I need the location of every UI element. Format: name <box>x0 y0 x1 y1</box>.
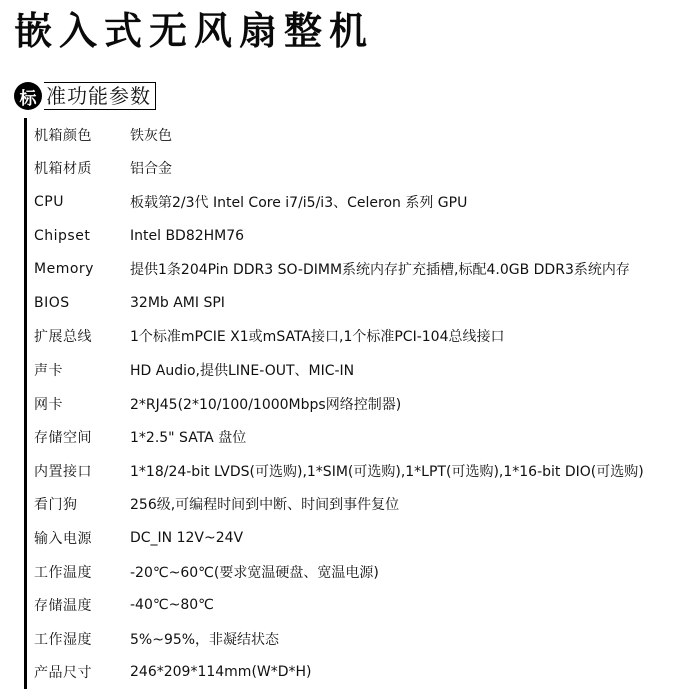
spec-value: 铁灰色 <box>130 127 172 144</box>
spec-table <box>24 118 674 689</box>
spec-key: 看门狗 <box>34 497 78 514</box>
spec-row <box>24 252 674 286</box>
spec-key: 内置接口 <box>34 463 92 480</box>
spec-value: 铝合金 <box>130 161 172 178</box>
spec-row <box>24 152 674 186</box>
spec-value: 板载第2/3代 Intel Core i7/i5/i3、Celeron 系列 GPU <box>130 194 468 211</box>
spec-row <box>24 588 674 622</box>
spec-key: 工作湿度 <box>34 631 92 648</box>
spec-row <box>24 555 674 589</box>
spec-key: 声卡 <box>34 362 63 379</box>
spec-value: 1*18/24-bit LVDS(可选购),1*SIM(可选购),1*LPT(可选购),1*16-bit DIO(可选购) <box>130 463 644 480</box>
spec-value: 246*209*114mm(W*D*H) <box>130 664 312 681</box>
spec-row <box>24 353 674 387</box>
spec-value: 2*RJ45(2*10/100/1000Mbps网络控制器) <box>130 396 402 413</box>
spec-value: 提供1条204Pin DDR3 SO-DIMM系统内存扩充插槽,标配4.0GB DDR3系统内存 <box>130 262 630 279</box>
page-title: 嵌入式无风扇整机 <box>14 8 375 53</box>
spec-row <box>24 387 674 421</box>
section-header <box>14 80 156 112</box>
spec-row <box>24 118 674 152</box>
spec-row <box>24 656 674 690</box>
spec-key: Chipset <box>34 227 91 244</box>
spec-row <box>24 320 674 354</box>
spec-key: CPU <box>34 193 64 210</box>
spec-value: 1个标准mPCIE X1或mSATA接口,1个标准PCI-104总线接口 <box>130 329 505 346</box>
spec-key: 产品尺寸 <box>34 665 92 682</box>
spec-key: 扩展总线 <box>34 329 92 346</box>
section-label: 准功能参数 <box>44 82 156 110</box>
spec-key: 机箱颜色 <box>34 127 92 144</box>
section-badge: 标 <box>14 82 42 110</box>
spec-key: 输入电源 <box>34 530 92 547</box>
spec-key: 机箱材质 <box>34 161 92 178</box>
spec-value: -20℃~60℃(要求宽温硬盘、宽温电源) <box>130 564 379 581</box>
spec-key: 工作温度 <box>34 564 92 581</box>
spec-row <box>24 219 674 253</box>
spec-key: 网卡 <box>34 396 63 413</box>
spec-key: 存储温度 <box>34 598 92 615</box>
spec-value: 5%~95%，非凝结状态 <box>130 631 280 648</box>
spec-row <box>24 622 674 656</box>
spec-value: DC_IN 12V~24V <box>130 529 244 546</box>
spec-key: Memory <box>34 261 94 278</box>
spec-key: BIOS <box>34 294 70 311</box>
spec-row <box>24 420 674 454</box>
spec-value: 1*2.5" SATA 盘位 <box>130 430 247 447</box>
spec-key: 存储空间 <box>34 430 92 447</box>
spec-row <box>24 521 674 555</box>
spec-value: -40℃~80℃ <box>130 597 214 614</box>
spec-row <box>24 185 674 219</box>
spec-value: Intel BD82HM76 <box>130 227 245 244</box>
spec-value: HD Audio,提供LINE-OUT、MIC-IN <box>130 362 355 379</box>
spec-row <box>24 286 674 320</box>
spec-value: 32Mb AMI SPI <box>130 294 225 311</box>
spec-value: 256级,可编程时间到中断、时间到事件复位 <box>130 497 400 514</box>
spec-row <box>24 488 674 522</box>
spec-row <box>24 454 674 488</box>
